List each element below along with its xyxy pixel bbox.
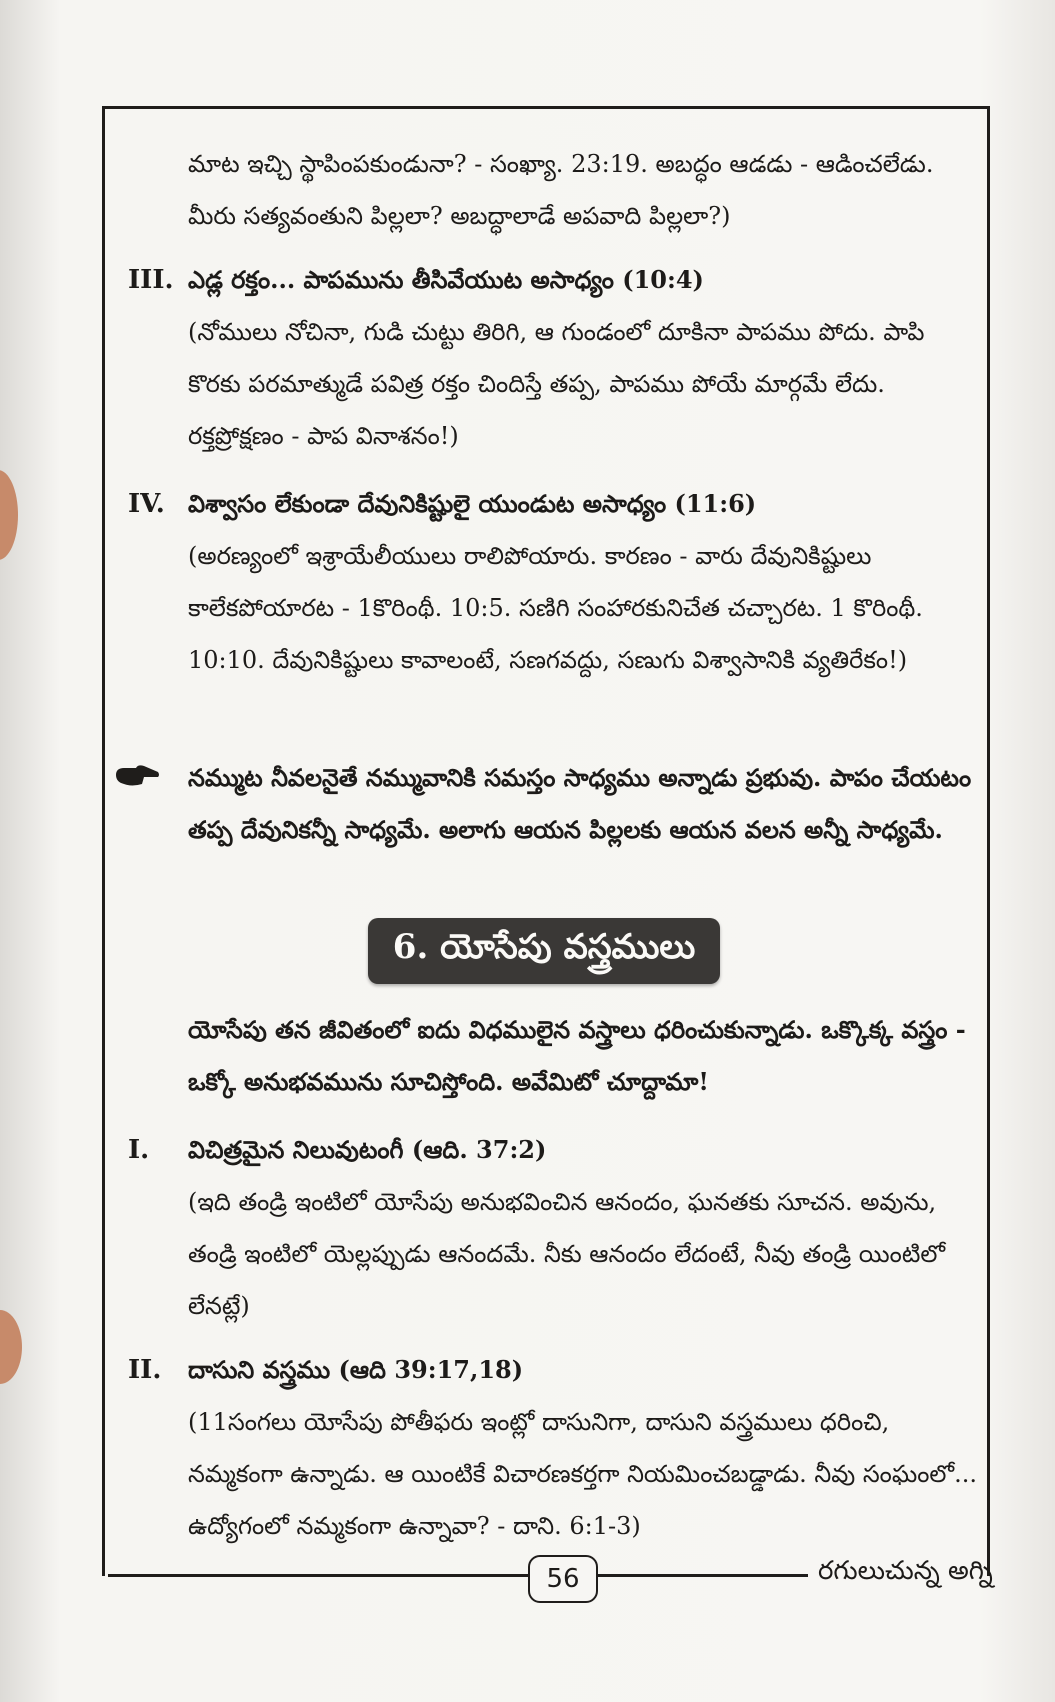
section-3-numeral: III. (128, 265, 174, 295)
running-title: రగులుచున్న అగ్ని (818, 1556, 993, 1586)
section-4-numeral: IV. (128, 489, 165, 519)
intro-text: మాట ఇచ్చి స్థాపింపకుండునా? - సంఖ్యా. 23:19. అబద్ధం ఆడడు - ఆడించలేడు. మీరు సత్యవంతుని పిల్లలా? అబద్ధాలాడే అపవాది పిల్లలా?) (188, 150, 934, 230)
section-3-heading: ఎడ్ల రక్తం... పాపమును తీసివేయుట అసాధ్యం (10:4) (188, 265, 704, 294)
section-4-heading: విశ్వాసం లేకుండా దేవునికిష్టులై యుండుట అసాధ్యం (11:6) (188, 489, 757, 518)
footer-rule (108, 1574, 808, 1577)
chapter-title-banner: 6. యోసేపు వస్త్రములు (368, 918, 720, 984)
item-2-heading: దాసుని వస్త్రము (ఆది 39:17,18) (188, 1355, 524, 1384)
pointing-hand-icon (114, 762, 160, 788)
item-1-heading: విచిత్రమైన నిలువుటంగీ (ఆది. 37:2) (188, 1135, 547, 1164)
thumb-top (0, 470, 18, 560)
item-1-body: (ఇది తండ్రి ఇంటిలో యోసేపు అనుభవించిన ఆనందం, ఘనతకు సూచన. అవును, తండ్రి ఇంటిలో యెల్లప్పుడు ఆనందమే. నీకు ఆనందం లేదంటే, నీవు తండ్రి యింటిలో లేనట్లే) (188, 1188, 946, 1320)
section-4-body: (అరణ్యంలో ఇశ్రాయేలీయులు రాలిపోయారు. కారణం - వారు దేవునికిష్టులు కాలేకపోయారట - 1కొరింథీ. 10:5. సణిగి సంహారకునిచేత చచ్చారట. 1 కొరింథీ. 10:10. దేవునికిష్టులు కావాలంటే, సణగవద్దు, సణుగు విశ్వాసానికి వ్యతిరేకం!) (188, 542, 923, 674)
note-text: నమ్ముట నీవలనైతే నమ్మువానికి సమస్తం సాధ్యము అన్నాడు ప్రభువు. పాపం చేయటం తప్ప దేవునికన్నీ సాధ్యమే. అలాగు ఆయన పిల్లలకు ఆయన వలన అన్నీ సాధ్యమే. (188, 763, 972, 844)
section-3-body: (నోములు నోచినా, గుడి చుట్టు తిరిగి, ఆ గుండంలో దూకినా పాపము పోదు. పాపి కొరకు పరమాత్ముడే పవిత్ర రక్తం చిందిస్తే తప్ప, పాపము పోయే మార్గమే లేదు. రక్తప్రోక్షణం - పాప వినాశనం!) (188, 318, 925, 450)
item-2-numeral: II. (128, 1355, 162, 1385)
page-number: 56 (528, 1555, 598, 1603)
chapter-intro: యోసేపు తన జీవితంలో ఐదు విధములైన వస్త్రాలు ధరించుకున్నాడు. ఒక్కొక్క వస్త్రం - ఒక్కో అనుభవమును సూచిస్తోంది. అవేమిటో చూద్దామా! (188, 1015, 966, 1096)
item-1-numeral: I. (128, 1135, 150, 1165)
thumb-bottom (0, 1310, 22, 1384)
item-2-body: (11సంగలు యోసేపు పోతీఫరు ఇంట్లో దాసునిగా, దాసుని వస్త్రములు ధరించి, నమ్మకంగా ఉన్నాడు. ఆ యింటికే విచారణకర్తగా నియమించబడ్డాడు. నీవు సంఘంలో... ఉద్యోగంలో నమ్మకంగా ఉన్నావా? - దాని. 6:1-3) (188, 1408, 977, 1540)
